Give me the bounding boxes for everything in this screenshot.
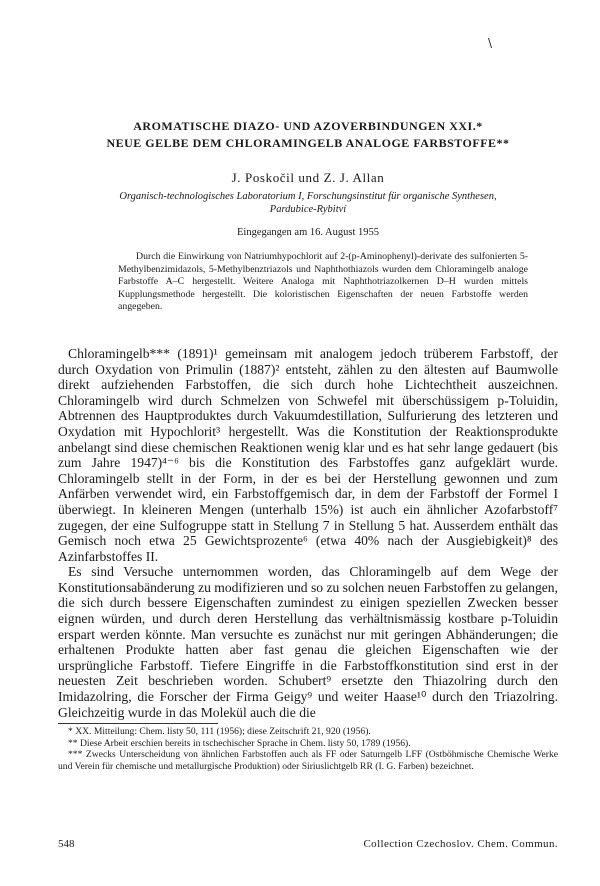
- footnote-3: *** Zwecks Unterscheidung von ähnlichen Farbstoffen auch als FF oder Saturngelb LFF (Ostböhmische Chemische Werke und Verein für chemische und metallurgische Produktion) oder Siriuslichtgelb RR (I. G. Farben) bezeichnet.: [58, 749, 558, 772]
- paper-title: [58, 118, 558, 152]
- journal-name: Collection Czechoslov. Chem. Commun.: [363, 838, 558, 850]
- received-date: Eingegangen am 16. August 1955: [236, 227, 380, 238]
- body-text: [58, 346, 558, 720]
- title-line-1: AROMATISCHE DIAZO- UND AZOVERBINDUNGEN XXI.*: [133, 119, 483, 133]
- authors: J. Poskočil und Z. J. Allan: [231, 170, 385, 185]
- footnote-rule: [58, 723, 218, 724]
- affiliation-line-1: Organisch-technologisches Laboratorium I, Forschungsinstitut für organische Synthesen,: [119, 191, 497, 202]
- title-line-2: NEUE GELBE DEM CHLORAMINGELB ANALOGE FARBSTOFFE**: [106, 136, 510, 150]
- corner-mark: \: [488, 36, 493, 50]
- affiliation-line-2: Pardubice-Rybitví: [269, 204, 347, 215]
- body-paragraph-2: Es sind Versuche unternommen worden, das Chloramingelb auf dem Wege der Konstitutionsabänderung zu modifizieren und so zu solchen neuen Farbstoffen zu gelangen, die sich durch bessere Eigenschaften zumindest zu einigen speziellen Zwecken besser eignen würden, und durch deren Herstellung das verhältnismässig kostbare p-Toluidin erspart werden könnte. Man versuchte es zunächst nur mit geringen Abhänderungen; die erhaltenen Produkte hatten aber fast genau die gleichen Eigenschaften wie der ursprüngliche Farbstoff. Tiefere Eingriffe in die Farbstoffkonstitution sind erst in der neuesten Zeit beschrieben worden. Schubert⁹ ersetzte den Thiazolring durch den Imidazolring, die Forscher der Firma Geigy⁹ und weiter Haase¹⁰ durch den Triazolring. Gleichzeitig wurde in das Molekül auch die die: [58, 564, 558, 720]
- footnotes: [58, 726, 558, 772]
- abstract: Durch die Einwirkung von Natriumhypochlorit auf 2-(p-Aminophenyl)-derivate des sulfonierten 5-Methylbenzimidazols, 5-Methylbenztriazols und Naphthothiazols wurden dem Chloramingelb analoge Farbstoffe A–C hergestellt. Weitere Analoga mit Naphthotriazolkernen D–H wurden mittels Kupplungsmethode hergestellt. Die koloristischen Eigenschaften der neuen Farbstoffe werden angegeben.: [118, 251, 528, 313]
- body-paragraph-1: Chloramingelb*** (1891)¹ gemeinsam mit analogem jedoch trüberem Farbstoff, der durch Oxydation von Primulin (1887)² entsteht, zählen zu den ältesten auf Baumwolle direkt aufziehenden Farbstoffen, die sich durch hohe Lichtechtheit auszeichnen. Chloramingelb wird durch Schmelzen von Schwefel mit überschüssigem p-Toluidin, Abtrennen des Hauptproduktes durch Vakuumdestillation, Sulfurierung des letzteren und Oxydation mit Hypochlorit³ hergestellt. Was die Konstitution der Reaktionsprodukte anbelangt sind diese chemischen Reaktionen wenig klar und es hat sehr lange gedauert (bis zum Jahre 1947)⁴⁻⁶ bis die Konstitution des Farbstoffes ganz aufgeklärt wurde. Chloramingelb stellt in der Form, in der es bei der Herstellung gewonnen und zum Anfärben verwendet wird, ein Farbstoffgemisch dar, in dem der Farbstoff der Formel I überwiegt. In kleineren Mengen (unterhalb 15%) ist auch ein ähnlicher Azofarbstoff⁷ zugegen, der eine Sulfogruppe statt in Stellung 7 in Stellung 5 hat. Ausserdem enthält das Gemisch noch etwa 25 Gewichtsprozente⁶ (etwa 40% nach der Ausgiebigkeit)⁸ des Azinfarbstoffes II.: [58, 345, 558, 564]
- affiliation: [58, 190, 558, 216]
- paper-page: [58, 118, 558, 773]
- page-number: 548: [58, 838, 75, 850]
- footnote-1: * XX. Mitteilung: Chem. listy 50, 111 (1956); diese Zeitschrift 21, 920 (1956).: [68, 726, 371, 738]
- footnote-2: ** Diese Arbeit erschien bereits in tschechischer Sprache in Chem. listy 50, 1789 (1956).: [68, 737, 411, 749]
